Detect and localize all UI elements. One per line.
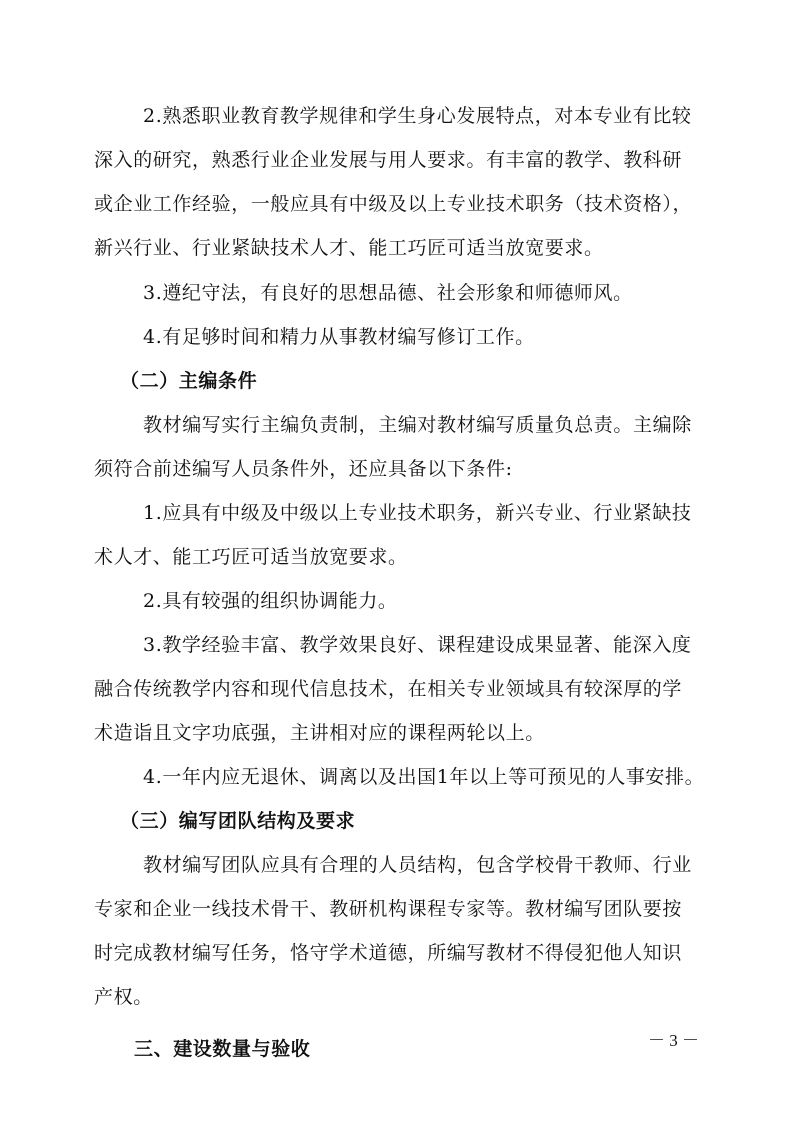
paragraph-line: 4.有足够时间和精力从事教材编写修订工作。 [143, 326, 535, 348]
paragraph-line: 3.遵纪守法，有良好的思想品德、社会形象和师德师风。 [143, 282, 633, 304]
paragraph-line: 深入的研究，熟悉行业企业发展与用人要求。有丰富的教学、教科研 [94, 149, 683, 171]
section-heading: （三）编写团队结构及要求 [120, 810, 356, 832]
chapter-heading: 三、建设数量与验收 [134, 1038, 311, 1060]
paragraph-line: 时完成教材编写任务，恪守学术道德，所编写教材不得侵犯他人知识 [94, 942, 683, 964]
paragraph-line: 4.一年内应无退休、调离以及出国1年以上等可预见的人事安排。 [143, 766, 705, 788]
paragraph-line: 术造诣且文字功底强，主讲相对应的课程两轮以上。 [94, 722, 545, 744]
paragraph-line: 融合传统教学内容和现代信息技术，在相关专业领域具有较深厚的学 [94, 678, 683, 700]
paragraph-line: 2.具有较强的组织协调能力。 [143, 590, 398, 612]
paragraph-line: 教材编写实行主编负责制，主编对教材编写质量负总责。主编除 [143, 414, 692, 436]
paragraph-line: 3.教学经验丰富、教学效果良好、课程建设成果显著、能深入度 [143, 634, 692, 656]
paragraph-line: 新兴行业、行业紧缺技术人才、能工巧匠可适当放宽要求。 [94, 237, 604, 259]
page-number: － 3 － [648, 1031, 699, 1050]
section-heading: （二）主编条件 [120, 370, 258, 392]
paragraph-line: 教材编写团队应具有合理的人员结构，包含学校骨干教师、行业 [143, 854, 692, 876]
paragraph-line: 须符合前述编写人员条件外，还应具备以下条件: [94, 458, 513, 480]
paragraph-line: 或企业工作经验，一般应具有中级及以上专业技术职务（技术资格）， [94, 193, 693, 215]
paragraph-line: 术人才、能工巧匠可适当放宽要求。 [94, 546, 408, 568]
paragraph-line: 1.应具有中级及中级以上专业技术职务，新兴专业、行业紧缺技 [143, 502, 692, 524]
paragraph-line: 产权。 [94, 986, 153, 1008]
paragraph-line: 专家和企业一线技术骨干、教研机构课程专家等。教材编写团队要按 [94, 898, 683, 920]
paragraph-line: 2.熟悉职业教育教学规律和学生身心发展特点，对本专业有比较 [143, 105, 692, 127]
